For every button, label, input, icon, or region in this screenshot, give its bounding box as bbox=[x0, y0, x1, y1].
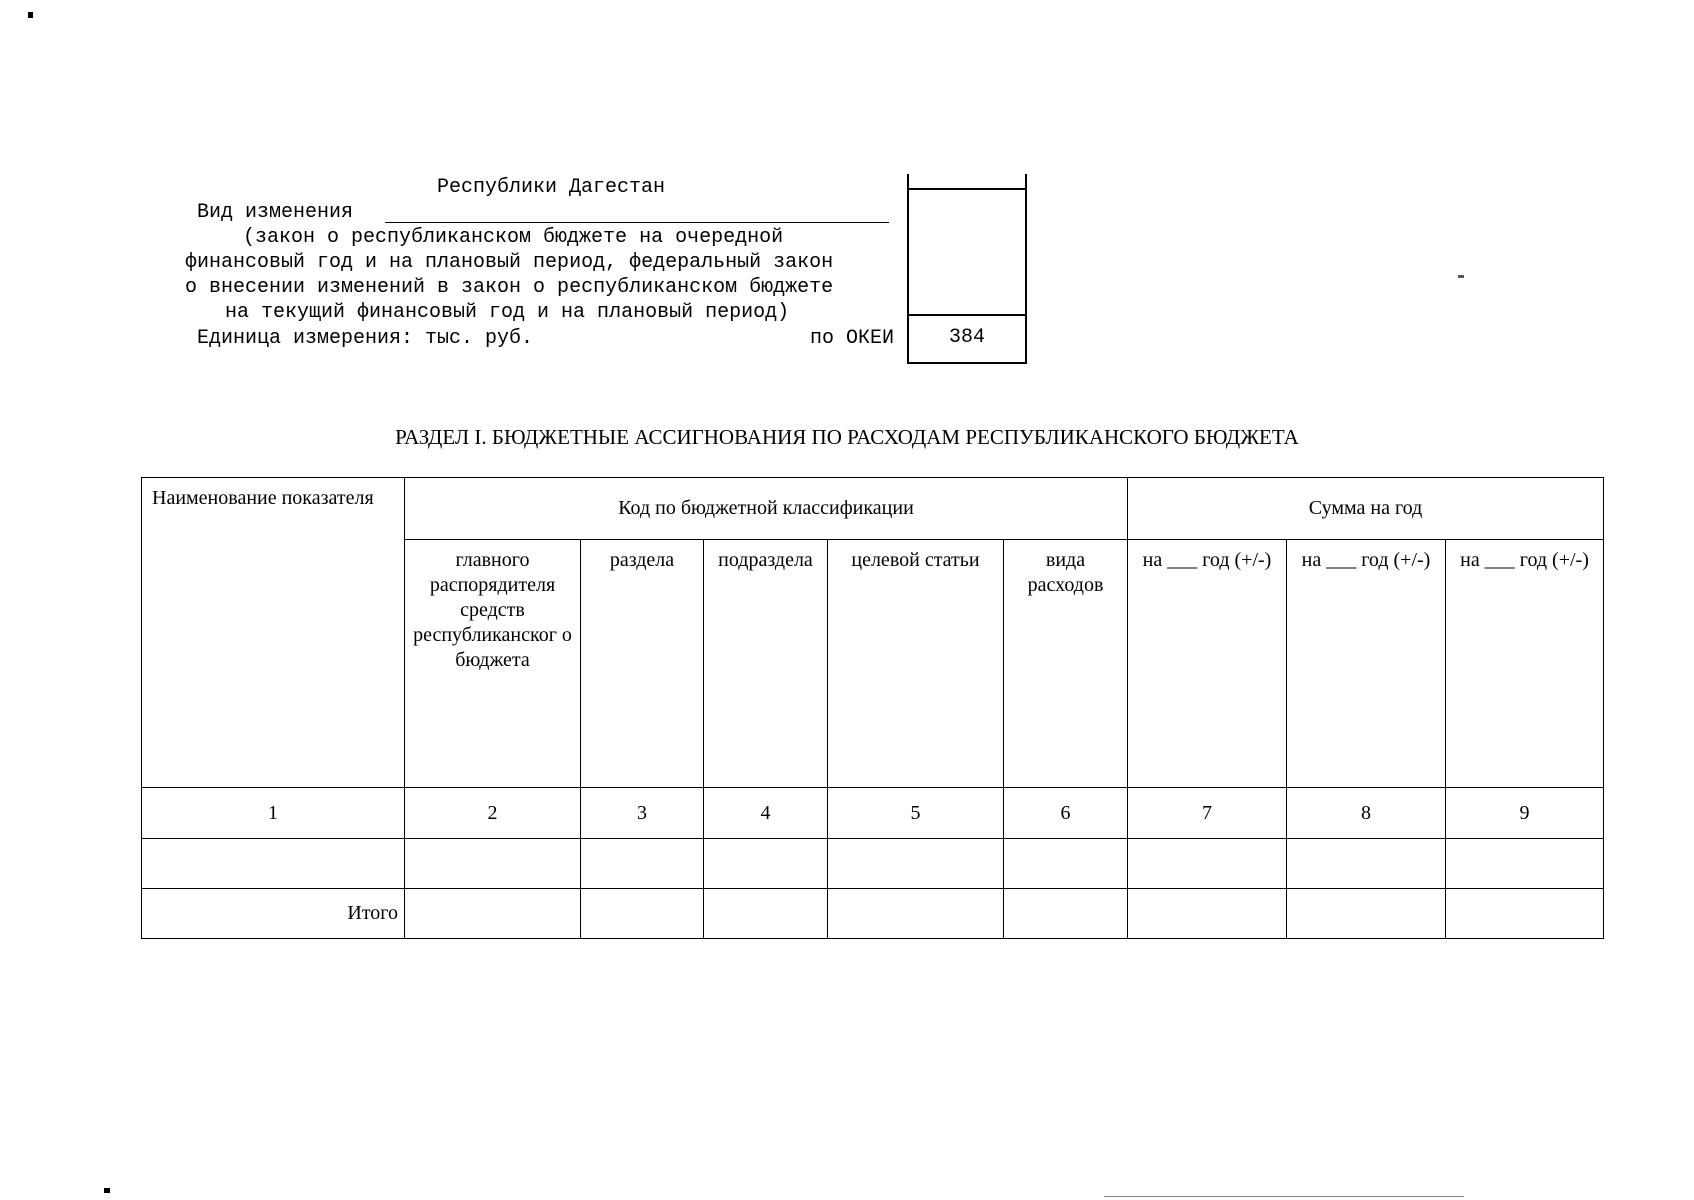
column-number: 1 bbox=[142, 788, 405, 839]
total-cell[interactable] bbox=[1446, 889, 1604, 939]
change-type-label: Вид изменения bbox=[197, 201, 354, 224]
total-cell[interactable] bbox=[1004, 889, 1128, 939]
law-description-line-3: о внесении изменений в закон о республиканском бюджете bbox=[185, 276, 834, 299]
republic-line: Республики Дагестан bbox=[437, 176, 666, 199]
data-row-empty bbox=[142, 839, 1604, 889]
empty-cell[interactable] bbox=[405, 839, 581, 889]
okei-code-value: 384 bbox=[948, 326, 985, 349]
total-label: Итого bbox=[142, 889, 405, 939]
empty-cell[interactable] bbox=[828, 839, 1004, 889]
code-box-divider bbox=[909, 314, 1025, 316]
expense-type-header: вида расходов bbox=[1004, 540, 1128, 788]
code-box bbox=[907, 174, 1027, 364]
total-cell[interactable] bbox=[581, 889, 704, 939]
okei-label: по ОКЕИ bbox=[810, 327, 895, 350]
empty-cell[interactable] bbox=[142, 839, 405, 889]
sum-year-3-header: на ___ год (+/-) bbox=[1446, 540, 1604, 788]
total-row bbox=[142, 889, 1604, 939]
code-group-header: Код по бюджетной классификации bbox=[405, 478, 1128, 540]
column-number: 2 bbox=[405, 788, 581, 839]
empty-cell[interactable] bbox=[1128, 839, 1287, 889]
column-number: 8 bbox=[1287, 788, 1446, 839]
column-number-row bbox=[142, 788, 1604, 839]
total-cell[interactable] bbox=[1128, 889, 1287, 939]
name-column-header: Наименование показателя bbox=[142, 478, 405, 788]
empty-cell[interactable] bbox=[1004, 839, 1128, 889]
budget-table bbox=[141, 477, 1604, 939]
code-box-top-line bbox=[909, 188, 1025, 190]
scan-speck bbox=[104, 1188, 110, 1193]
total-cell[interactable] bbox=[1287, 889, 1446, 939]
empty-cell[interactable] bbox=[1287, 839, 1446, 889]
header-row-groups bbox=[142, 478, 1604, 540]
total-cell[interactable] bbox=[828, 889, 1004, 939]
column-number: 6 bbox=[1004, 788, 1128, 839]
section-header: раздела bbox=[581, 540, 704, 788]
subsection-header: подраздела bbox=[704, 540, 828, 788]
column-number: 7 bbox=[1128, 788, 1287, 839]
column-number: 5 bbox=[828, 788, 1004, 839]
total-cell[interactable] bbox=[405, 889, 581, 939]
unit-label: Единица измерения: тыс. руб. bbox=[197, 327, 534, 350]
sum-group-header: Сумма на год bbox=[1128, 478, 1604, 540]
law-description-line-4: на текущий финансовый год и на плановый период) bbox=[225, 301, 790, 324]
column-number: 9 bbox=[1446, 788, 1604, 839]
total-cell[interactable] bbox=[704, 889, 828, 939]
scan-speck bbox=[28, 12, 33, 18]
law-description-line-1: (закон о республиканском бюджете на очередной bbox=[243, 226, 784, 249]
empty-cell[interactable] bbox=[1446, 839, 1604, 889]
empty-cell[interactable] bbox=[581, 839, 704, 889]
column-number: 4 bbox=[704, 788, 828, 839]
column-number: 3 bbox=[581, 788, 704, 839]
law-description-line-2: финансовый год и на плановый период, федеральный закон bbox=[185, 251, 834, 274]
sum-year-2-header: на ___ год (+/-) bbox=[1287, 540, 1446, 788]
target-article-header: целевой статьи bbox=[828, 540, 1004, 788]
empty-cell[interactable] bbox=[704, 839, 828, 889]
change-type-field[interactable] bbox=[385, 222, 889, 223]
section-title: РАЗДЕЛ I. БЮДЖЕТНЫЕ АССИГНОВАНИЯ ПО РАСХОДАМ РЕСПУБЛИКАНСКОГО БЮДЖЕТА bbox=[395, 425, 1299, 449]
scan-speck bbox=[1458, 275, 1464, 278]
sum-year-1-header: на ___ год (+/-) bbox=[1128, 540, 1287, 788]
main-manager-header: главного распорядителя средств республиканског о бюджета bbox=[405, 540, 581, 788]
scan-speck bbox=[1104, 1196, 1464, 1197]
